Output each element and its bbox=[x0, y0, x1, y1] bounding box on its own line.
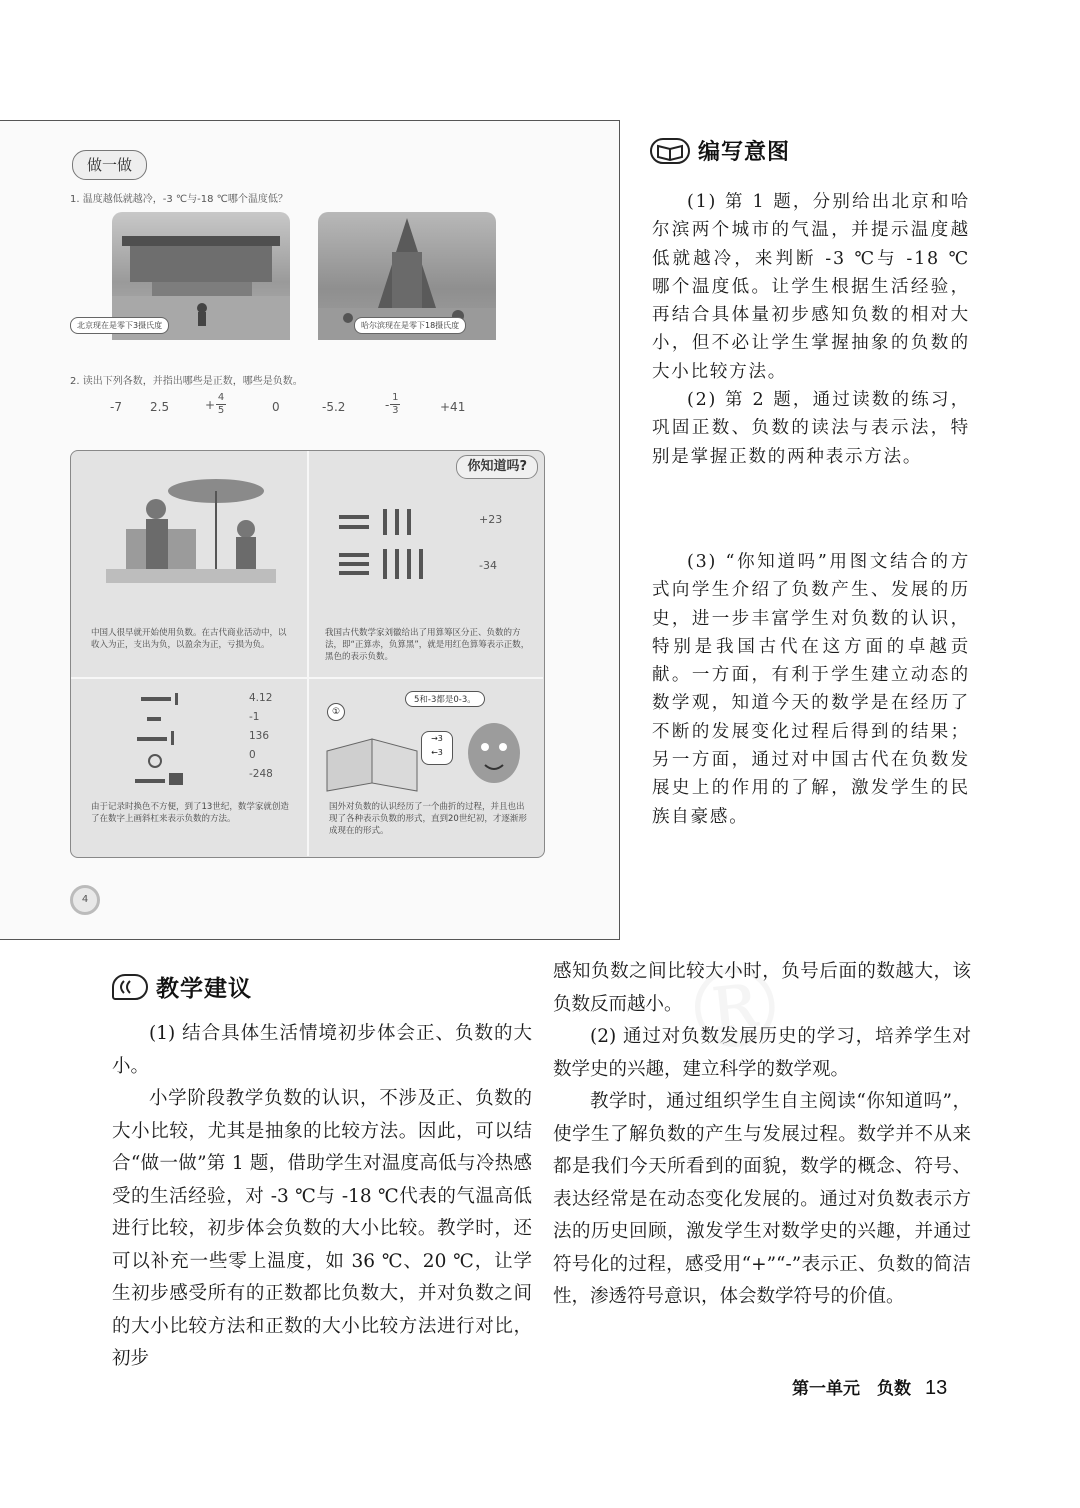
writing-intent-p1: (1) 第 1 题，分别给出北京和哈尔滨两个城市的气温，并提示温度越低就越冷，来判断 -3 ℃与 -18 ℃哪个温度低。让学生根据生活经验，再结合具体量初步感知负数的相对大小，但不必让学生掌握抽象的负数的大小比较方法。 bbox=[652, 192, 970, 382]
writing-intent-body-2 bbox=[652, 548, 970, 831]
teaching-left-p2: 小学阶段教学负数的认识，不涉及正、负数的大小比较，尤其是抽象的比较方法。因此，可以结合“做一做”第 1 题，借助学生对温度高低与冷热感受的生活经验，对 -3 ℃与 -18 ℃代表的气温高低进行比较，初步体会负数的大小比较。教学时，还可以补充一些零上温度，如 36 ℃、20 ℃，让学生初步感受所有的正数都比负数大，并对负数之间的大小比较方法和正数的大小比较方法进行对比，初步 bbox=[112, 1088, 532, 1369]
teaching-suggestions-title: 教学建议 bbox=[156, 975, 252, 1002]
value-1: 4.12 bbox=[249, 692, 273, 704]
text-bottom-left: 由于记录时换色不方便，到了13世纪，数学家就创造了在数字上画斜杠来表示负数的方法。 bbox=[91, 802, 289, 824]
number-3-denominator: 5 bbox=[217, 405, 225, 416]
number-7: +41 bbox=[440, 400, 466, 414]
number-2: 2.5 bbox=[150, 400, 170, 414]
rod-value-23: +23 bbox=[479, 513, 503, 526]
mascot-illustration bbox=[459, 713, 529, 793]
arrow-left: ←3 bbox=[431, 748, 443, 757]
market-illustration bbox=[106, 469, 276, 589]
values-list bbox=[249, 689, 273, 784]
number-3 bbox=[205, 392, 226, 417]
text-top-left: 中国人很早就开始使用负数。在古代商业活动中，以收入为正，支出为负，以盈余为正，亏损为负。 bbox=[91, 628, 287, 650]
writing-intent-p3: (3) “你知道吗”用图文结合的方式向学生介绍了负数产生、发展的历史，进一步丰富学生对负数的认识，特别是我国古代在这方面的卓越贡献。一方面，有利于学生建立动态的数学观，知道今天的数学是在经历了不断的发展变化过程后得到的结果；另一方面，通过对中国古代在负数发展史上的作用的了解，激发学生的民族自豪感。 bbox=[652, 552, 970, 827]
book-illustration bbox=[327, 731, 417, 791]
beijing-caption: 北京现在是零下3摄氏度 bbox=[70, 317, 169, 334]
teaching-left-p1: (1) 结合具体生活情境初步体会正、负数的大小。 bbox=[112, 1023, 532, 1077]
value-5: -248 bbox=[249, 768, 273, 780]
unit-label: 第一单元 负数 bbox=[792, 1379, 911, 1399]
open-book-icon bbox=[650, 138, 690, 164]
number-4: 0 bbox=[272, 400, 280, 414]
did-you-know-panel bbox=[70, 450, 545, 858]
number-6-numerator: 1 bbox=[392, 392, 399, 403]
text-top-right: 我国古代数学家刘徽给出了用算筹区分正、负数的方法，即“正算赤，负算黑”，就是用红色算筹表示正数，黑色的表示负数。 bbox=[325, 628, 530, 662]
embedded-page-number: 4 bbox=[70, 885, 100, 915]
number-1: -7 bbox=[110, 400, 122, 414]
teaching-right-p1: (2) 通过对负数发展历史的学习，培养学生对数学史的兴趣，建立科学的数学观。 bbox=[553, 1026, 971, 1080]
value-2: -1 bbox=[249, 711, 260, 723]
harbin-caption: 哈尔滨现在是零下18摄氏度 bbox=[354, 317, 466, 334]
number-5: -5.2 bbox=[322, 400, 346, 414]
did-you-know-tag: 你知道吗? bbox=[456, 455, 538, 479]
rod-notation-illustration bbox=[131, 693, 191, 808]
badge: ① bbox=[327, 703, 345, 721]
page-footer bbox=[792, 1374, 947, 1400]
arrows-box bbox=[421, 731, 453, 765]
text-bottom-right: 国外对负数的认识经历了一个曲折的过程，并且也出现了各种表示负数的形式，直到20世纪初，才逐渐形成现在的形式。 bbox=[329, 802, 527, 836]
rod-value-34: -34 bbox=[479, 559, 497, 572]
number-3-sign: + bbox=[205, 397, 216, 412]
teaching-right-p0: 感知负数之间比较大小时，负号后面的数越大，该负数反而越小。 bbox=[553, 961, 971, 1015]
speech-bubble: 5和-3都是0-3。 bbox=[405, 691, 485, 707]
number-3-numerator: 4 bbox=[217, 392, 225, 403]
exercise-2-text: 2. 读出下列各数，并指出哪些是正数，哪些是负数。 bbox=[70, 376, 303, 387]
arrow-right: →3 bbox=[431, 734, 443, 743]
beijing-photo bbox=[77, 212, 290, 340]
value-3: 136 bbox=[249, 730, 270, 742]
writing-intent-p2: (2) 第 2 题，通过读数的练习，巩固正数、负数的读法与表示法，特别是掌握正数的两种表示方法。 bbox=[652, 390, 970, 467]
writing-intent-heading bbox=[650, 135, 790, 166]
speech-icon bbox=[112, 974, 148, 1000]
number-6-sign: - bbox=[385, 397, 390, 412]
number-6-denominator: 3 bbox=[392, 405, 399, 416]
page-number: 13 bbox=[925, 1377, 948, 1399]
exercise-1-text: 1. 温度越低就越冷，-3 ℃与-18 ℃哪个温度低？ bbox=[70, 194, 288, 205]
do-it-tag: 做一做 bbox=[72, 150, 147, 180]
teaching-right-p2: 教学时，通过组织学生自主阅读“你知道吗”，使学生了解负数的产生与发展过程。数学并不从来都是我们今天所看到的面貌，数学的概念、符号、表达经常是在动态变化发展的。通过对负数表示方法的历史回顾，激发学生对数学史的兴趣，并通过符号化的过程，感受用“+”“-”表示正、负数的简洁性，渗透符号意识，体会数学符号的价值。 bbox=[553, 1091, 971, 1307]
writing-intent-title: 编写意图 bbox=[698, 139, 791, 165]
value-4: 0 bbox=[249, 749, 256, 761]
teaching-suggestions-heading bbox=[112, 970, 252, 1003]
writing-intent-body bbox=[652, 188, 970, 471]
teaching-right-column bbox=[553, 956, 971, 1314]
teaching-left-column bbox=[112, 1018, 532, 1376]
harbin-photo bbox=[318, 212, 496, 340]
number-6 bbox=[385, 392, 400, 417]
